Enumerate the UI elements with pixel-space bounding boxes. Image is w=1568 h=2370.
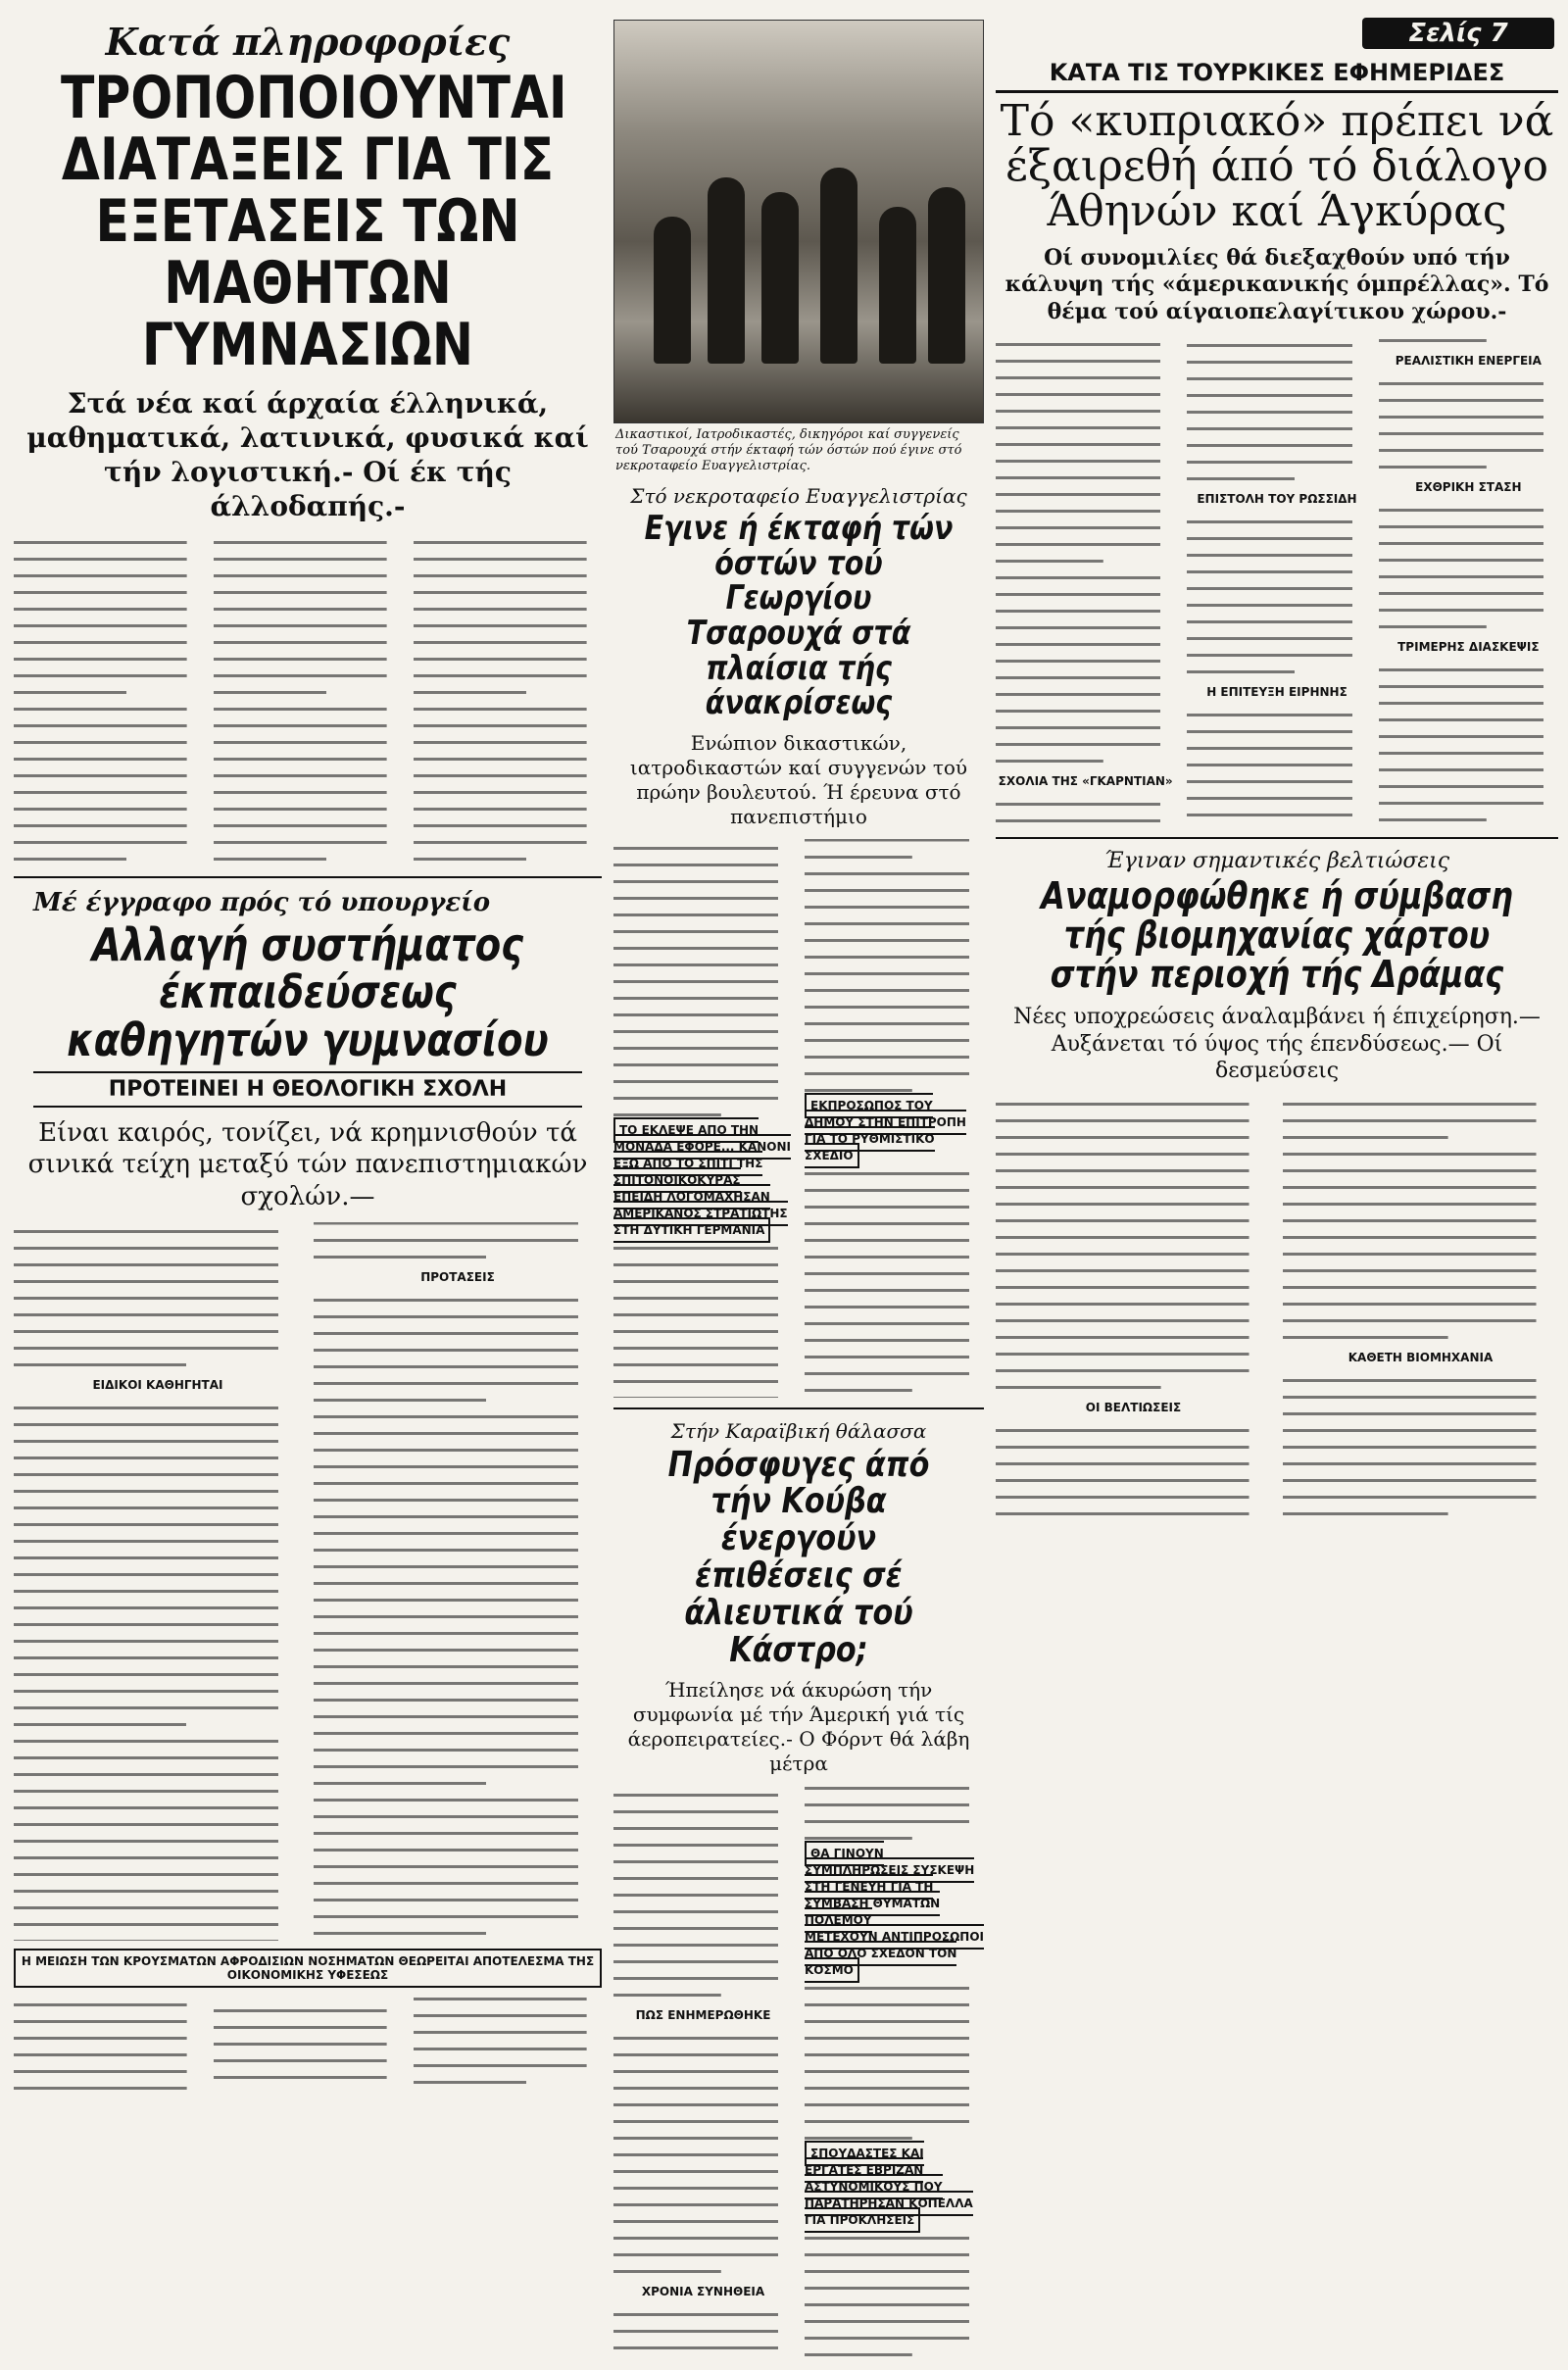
subhead-gardian: ΣΧΟΛΙΑ ΤΗΣ «ΓΚΑΡΝΤΙΑΝ» (998, 774, 1173, 789)
middle-article-body (613, 839, 984, 1398)
middle-box-3-sub: ΜΕΤΕΧΟΥΝ ΑΝΤΙΠΡΟΣΩΠΟΙ ΑΠΟ ΟΛΟ ΣΧΕΔΟΝ ΤΟΝ ΚΟΣΜΟ (805, 1930, 984, 1978)
left-kicker: Κατά πληροφορίες (105, 20, 511, 64)
middle-box-1-title: ΤΟ ΕΚΛΕΨΕ ΑΠΟ ΤΗΝ ΜΟΝΑΔΑ ΕΦΟΡΕ... ΚΑΝΟΝΙ ΕΞΩ ΑΠΟ ΤΟ ΣΠΙΤΙ ΤΗΣ ΣΠΙΤΟΝΟΙΚΟΚΥΡΑΣ ΕΠΕΙΔΗ ΛΟΓΟΜΑΧΗΣΑΝ (613, 1123, 792, 1205)
subhead-veltioseis: ΟΙ ΒΕΛΤΙΩΣΕΙΣ (1085, 1400, 1182, 1414)
right-deck: Οί συνομιλίες θά διεξαχθούν υπό τήν κάλυψη τής «άμερικανικής όμπρέλλας». Τό θέμα τού αίγαιοπελαγίτικου χώρου.- (1004, 244, 1549, 324)
middle-column (613, 20, 984, 2370)
right-kicker: ΚΑΤΑ ΤΙΣ ΤΟΥΡΚΙΚΕΣ ΕΦΗΜΕΡΙΔΕΣ (1049, 59, 1505, 86)
left-column (14, 20, 602, 2098)
left-kicker-2: Μέ έγγραφο πρός τό υπουργείο (33, 888, 491, 917)
right-headline: Τό «κυπριακό» πρέπει νά έξαιρεθή άπό τό διάλογο Άθηνών καί Άγκύρας (1000, 96, 1554, 237)
divider (613, 1407, 984, 1409)
left-subhead-2: ΠΡΟΤΕΙΝΕΙ Η ΘΕΟΛΟΓΙΚΗ ΣΧΟΛΗ (33, 1071, 582, 1108)
right-headline-2: Αναμορφώθηκε ή σύμβαση τής βιομηχανίας χάρτου στήν περιοχή τής Δράμας (1041, 873, 1513, 996)
left-article-2-body (14, 1222, 602, 1941)
subhead-synetheia: ΧΡΟΝΙΑ ΣΥΝΗΘΕΙΑ (641, 2285, 765, 2299)
middle-kicker: Στό νεκροταφείο Ευαγγελιστρίας (630, 484, 967, 508)
right-article-2-body (996, 1095, 1558, 1521)
right-deck-2: Νέες υποχρεώσεις άναλαμβάνει ή έπιχείρηση.— Αυξάνεται τό ύψος τής έπενδύσεως.— Οί δεσμεύσεις (1013, 1005, 1541, 1084)
middle-deck: Ενώπιον δικαστικών, ιατροδικαστών καί συγγενών τού πρώην βουλευτού. Ή έρευνα στό πανεπιστήμιο (629, 731, 968, 829)
subhead-viomichania: ΚΑΘΕΤΗ ΒΙΟΜΗΧΑΝΙΑ (1348, 1350, 1494, 1364)
page-number-badge: Σελίς 7 (1362, 18, 1554, 49)
left-deck-2: Είναι καιρός, τονίζει, νά κρημνισθούν τά σινικά τείχη μεταξύ τών πανεπιστημιακών σχολών.— (27, 1117, 588, 1211)
middle-headline: Εγινε ή έκταφή τών όστών τού Γεωργίου Τσαρουχά στά πλαίσια τής άνακρίσεως (644, 509, 954, 723)
middle-box-1 (613, 1117, 791, 1243)
left-box-body (14, 1996, 602, 2090)
left-headline-2: Αλλαγή συστήματος έκπαιδεύσεως καθηγητών γυμνασίου (67, 918, 549, 1066)
subhead-trimeris: ΤΡΙΜΕΡΗΣ ΔΙΑΣΚΕΨΙΣ (1397, 639, 1540, 654)
subhead-special-teachers: ΕΙΔΙΚΟΙ ΚΑΘΗΓΗΤΑΙ (92, 1378, 223, 1393)
subhead-eirini: Η ΕΠΙΤΕΥΞΗ ΕΙΡΗΝΗΣ (1206, 685, 1348, 700)
middle-headline-2: Πρόσφυγες άπό τήν Κούβα ένεργούν έπιθέσεις σέ άλιευτικά τού Κάστρο; (667, 1444, 930, 1670)
right-kicker-2: Έγιναν σημαντικές βελτιώσεις (1103, 848, 1450, 873)
middle-box-3-title: ΘΑ ΓΙΝΟΥΝ ΣΥΜΠΛΗΡΩΣΕΙΣ ΣΥΣΚΕΨΗ ΣΤΗ ΓΕΝΕΥΗ ΓΙΑ ΤΗ ΣΥΜΒΑΣΗ ΘΥΜΑΤΩΝ ΠΟΛΕΜΟΥ (805, 1847, 975, 1928)
subhead-enemerothike: ΠΩΣ ΕΝΗΜΕΡΩΘΗΚΕ (635, 2008, 771, 2023)
divider (996, 837, 1558, 839)
left-box-headline: Η ΜΕΙΩΣΗ ΤΩΝ ΚΡΟΥΣΜΑΤΩΝ ΑΦΡΟΔΙΣΙΩΝ ΝΟΣΗΜΑΤΩΝ ΘΕΩΡΕΙΤΑΙ ΑΠΟΤΕΛΕΣΜΑ ΤΗΣ ΟΙΚΟΝΟΜΙΚΗΣ ΥΦΕΣΕΩΣ (14, 1949, 602, 1988)
subhead-proposals: ΠΡΟΤΑΣΕΙΣ (420, 1269, 495, 1284)
right-column (996, 59, 1558, 1529)
divider (996, 90, 1558, 93)
middle-box-1-sub: ΑΜΕΡΙΚΑΝΟΣ ΣΤΡΑΤΙΩΤΗΣ ΣΤΗ ΔΥΤΙΚΗ ΓΕΡΜΑΝΙΑ (613, 1207, 788, 1238)
middle-box-2: ΕΚΠΡΟΣΩΠΟΣ ΤΟΥ ΔΗΜΟΥ ΣΤΗΝ ΕΠΙΤΡΟΠΗ ΓΙΑ ΤΟ ΡΥΘΜΙΣΤΙΚΟ ΣΧΕΔΙΟ (805, 1093, 966, 1168)
photo-caption: Δικαστικοί, Ιατροδικαστές, δικηγόροι καί συγγενείς τού Τσαρουχά στήν έκταφή τών όστών πού έγινε στό νεκροταφείο Ευαγγελιστρίας. (615, 427, 962, 473)
middle-article-2-body (613, 1786, 984, 2362)
exhumation-photo (613, 20, 984, 423)
middle-box-3 (805, 1841, 984, 1983)
subhead-stasi: ΕΧΘΡΙΚΗ ΣΤΑΣΗ (1415, 479, 1522, 494)
left-article-body (14, 533, 602, 866)
middle-deck-2: Ήπείλησε νά άκυρώση τήν συμφωνία μέ τήν Άμερική γιά τίς άεροπειρατείες.- Ο Φόρντ θά λάβη μέτρα (627, 1678, 970, 1776)
subhead-energeia: ΡΕΑΛΙΣΤΙΚΗ ΕΝΕΡΓΕΙΑ (1395, 353, 1542, 368)
middle-box-4: ΣΠΟΥΔΑΣΤΕΣ ΚΑΙ ΕΡΓΑΤΕΣ ΕΒΡΙΖΑΝ ΑΣΤΥΝΟΜΙΚΟΥΣ ΠΟΥ ΠΑΡΑΤΗΡΗΣΑΝ ΚΟΠΕΛΛΑ ΓΙΑ ΠΡΟΚΛΗΣΕΙΣ (805, 2141, 973, 2233)
subhead-rosia: ΕΠΙΣΤΟΛΗ ΤΟΥ ΡΩΣΣΙΔΗ (1197, 492, 1357, 507)
right-article-body (996, 335, 1558, 827)
middle-kicker-2: Στήν Καραϊβική θάλασσα (670, 1418, 927, 1443)
left-deck: Στά νέα καί άρχαία έλληνικά, μαθηματικά, λατινικά, φυσικά καί τήν λογιστική.- Οί έκ τής άλλοδαπής.- (26, 387, 589, 522)
left-headline: ΤΡΟΠΟΠΟΙΟΥΝΤΑΙ ΔΙΑΤΑΞΕΙΣ ΓΙΑ ΤΙΣ ΕΞΕΤΑΣΕΙΣ ΤΩΝ ΜΑΘΗΤΩΝ ΓΥΜΝΑΣΙΩΝ (61, 64, 567, 379)
divider (14, 876, 602, 878)
